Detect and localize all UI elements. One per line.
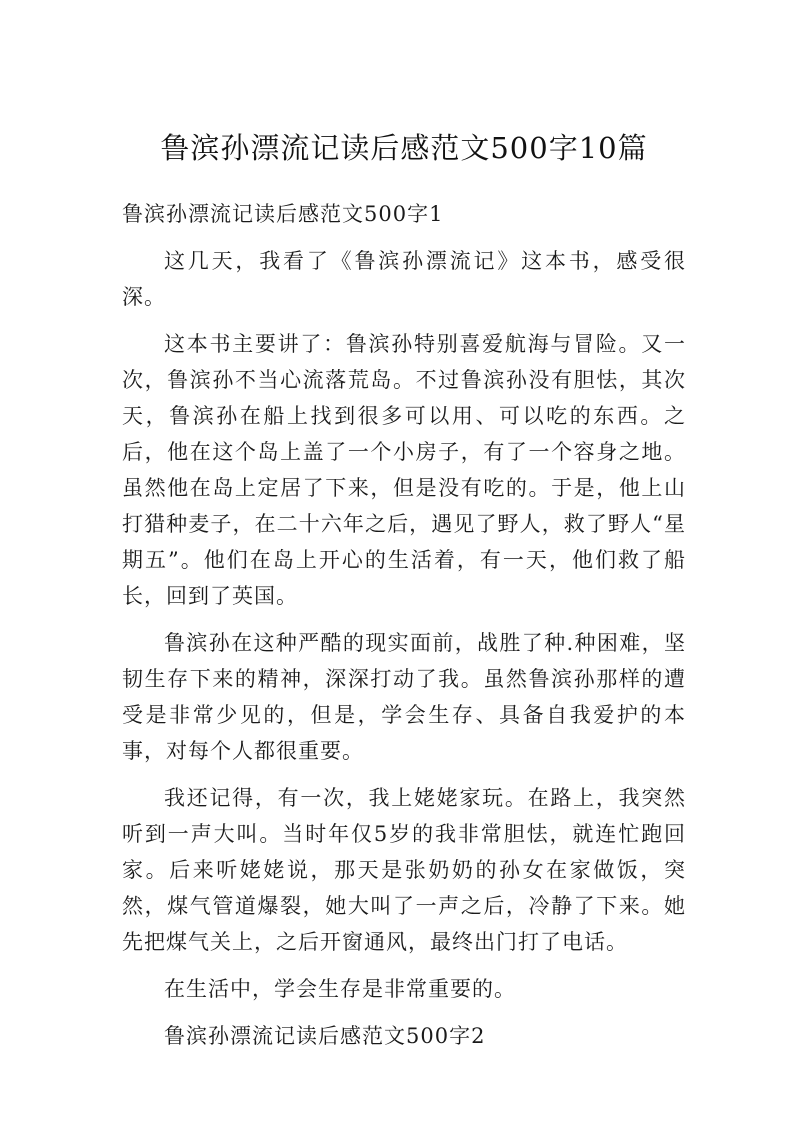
section-heading-2: 鲁滨孙漂流记读后感范文500字2 <box>164 1024 486 1048</box>
paragraph: 这本书主要讲了：鲁滨孙特别喜爱航海与冒险。又一次，鲁滨孙不当心流落荒岛。不过鲁滨孙没有胆怯，其次天，鲁滨孙在船上找到很多可以用、可以吃的东西。之后，他在这个岛上盖了一个小房子，有了一个容身之地。虽然他在岛上定居了下来，但是没有吃的。于是，他上山打猎种麦子，在二十六年之后，遇见了野人，救了野人“星期五”。他们在岛上开心的生活着，有一天，他们救了船长，回到了英国。 <box>122 332 686 608</box>
paragraph: 鲁滨孙在这种严酷的现实面前，战胜了种.种困难，坚韧生存下来的精神，深深打动了我。虽然鲁滨孙那样的遭受是非常少见的，但是，学会生存、具备自我爱护的本事，对每个人都很重要。 <box>122 631 686 763</box>
paragraph: 我还记得，有一次，我上姥姥家玩。在路上，我突然听到一声大叫。当时年仅5岁的我非常胆怯，就连忙跑回家。后来听姥姥说，那天是张奶奶的孙女在家做饭，突然，煤气管道爆裂，她大叫了一声之后，冷静了下来。她先把煤气关上，之后开窗通风，最终出门打了电话。 <box>122 786 686 954</box>
section-heading-1: 鲁滨孙漂流记读后感范文500字1 <box>122 202 444 226</box>
document-title: 鲁滨孙漂流记读后感范文500字10篇 <box>160 131 648 165</box>
document-body <box>122 196 686 1065</box>
paragraph: 这几天，我看了《鲁滨孙漂流记》这本书，感受很深。 <box>122 249 686 309</box>
paragraph: 在生活中，学会生存是非常重要的。 <box>164 977 516 1001</box>
